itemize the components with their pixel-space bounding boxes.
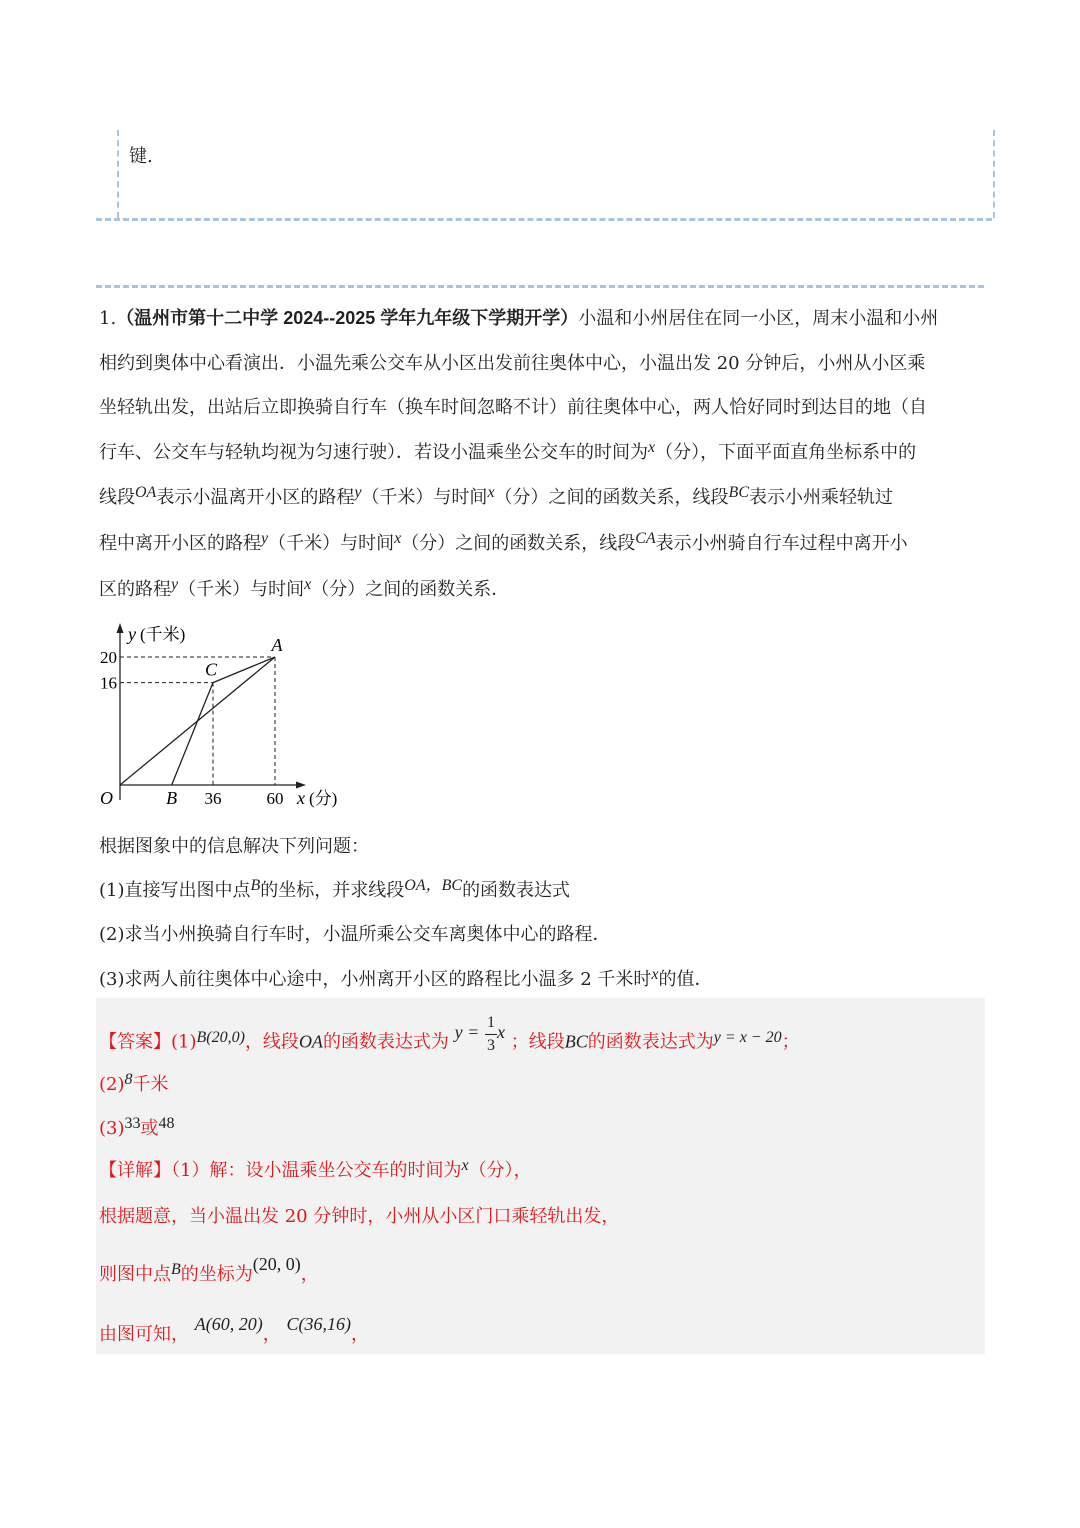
question-line-2: 相约到奥体中心看演出．小温先乘公交车从小区出发前往奥体中心，小温出发 20 分钟后，小州从小区乘 xyxy=(99,352,926,374)
sub-question-2: (2)求当小州换骑自行车时，小温所乘公交车离奥体中心的路程． xyxy=(99,924,611,945)
segment-CA xyxy=(213,657,275,683)
detail-line-4: 由图可知， A(60, 20)， C(36,16)， xyxy=(99,1314,369,1345)
divider-top xyxy=(96,218,992,221)
question-line-7: 区的路程y（千米）与时间x（分）之间的函数关系． xyxy=(99,575,510,600)
question-line-6: 程中离开小区的路程y（千米）与时间x（分）之间的函数关系，线段CA表示小州骑自行车过程中离开小 xyxy=(99,529,908,554)
prompt-text: 根据图象中的信息解决下列问题： xyxy=(99,836,369,857)
previous-explanation-box xyxy=(117,130,995,218)
sub-question-1: (1)直接写出图中点B的坐标，并求线段OA，BC的函数表达式 xyxy=(99,877,571,901)
previous-explanation-text: 键. xyxy=(129,146,153,167)
question-text xyxy=(99,296,979,613)
y-tick-label-16: 16 xyxy=(100,673,117,693)
question-line-1: 1.（温州市第十二中学 2024--2025 学年九年级下学期开学）小温和小州居住在同一小区，周末小温和小州 xyxy=(99,308,939,329)
question-line-5: 线段OA表示小温离开小区的路程y（千米）与时间x（分）之间的函数关系，线段BC表示小州乘轻轨过 xyxy=(99,484,893,509)
sub-question-3: (3)求两人前往奥体中心途中，小州离开小区的路程比小温多 2 千米时x的值． xyxy=(99,966,713,990)
answer-line-3: (3)33或48 xyxy=(99,1115,175,1139)
y-axis-arrow-icon xyxy=(117,623,124,633)
detail-line-2: 根据题意，当小温出发 20 分钟时，小州从小区门口乘轻轨出发， xyxy=(99,1206,620,1227)
divider-question xyxy=(96,285,984,288)
x-tick-label-60: 60 xyxy=(266,789,284,808)
answer-line-2: (2)8千米 xyxy=(99,1071,169,1095)
fraction-one-third: $\frac{1}{3}$ xyxy=(487,1014,496,1054)
x-axis-label-var: x xyxy=(297,788,305,808)
answer-line-1: 【答案】(1)B(20,0)，线段OA的函数表达式为 y = $\frac{1}{3}$ x ；线段BC的函数表达式为y = x − 20； xyxy=(99,1020,800,1065)
point-label-B: B xyxy=(166,788,178,808)
detail-line-1: 【详解】（1）解：设小温乘坐公交车的时间为x（分）， xyxy=(99,1157,532,1181)
x-tick-label-36: 36 xyxy=(204,789,222,808)
y-tick-label-20: 20 xyxy=(100,648,117,667)
graph-segments xyxy=(120,657,275,785)
point-label-A: A xyxy=(271,635,283,655)
y-axis-label-unit: (千米) xyxy=(140,625,186,644)
point-label-O: O xyxy=(100,788,113,808)
question-line-4: 行车、公交车与轻轨均视为匀速行驶）．若设小温乘坐公交车的时间为x（分），下面平面直角坐标系中的 xyxy=(99,438,917,463)
answer-box xyxy=(96,998,985,1354)
function-graph xyxy=(90,615,360,815)
x-axis-label-unit: (分) xyxy=(309,789,338,808)
question-line-3: 坐轻轨出发，出站后立即换骑自行车（换车时间忽略不计）前往奥体中心，两人恰好同时到达目的地（自 xyxy=(99,397,927,419)
question-source: （温州市第十二中学 2024--2025 学年九年级下学期开学） xyxy=(116,308,579,328)
graph-labels xyxy=(100,635,284,808)
segment-BC xyxy=(172,683,213,785)
detail-line-3: 则图中点B的坐标为(20, 0)， xyxy=(99,1254,319,1285)
y-axis-label-var: y xyxy=(128,624,136,644)
point-label-C: C xyxy=(204,659,218,680)
